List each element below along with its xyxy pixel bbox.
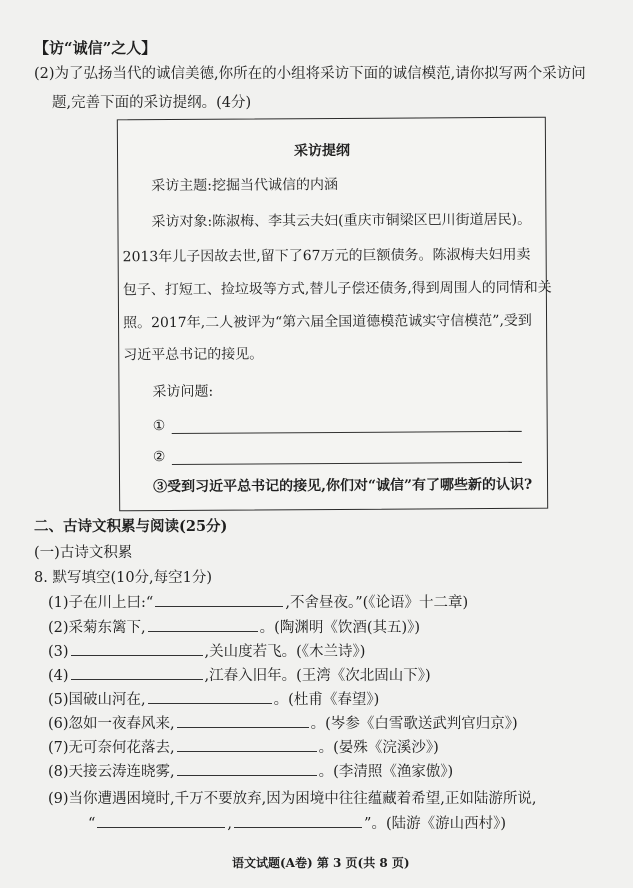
question-mark-1: ①	[152, 418, 166, 435]
q9-close: ”。(陆游《游山西村》)	[364, 816, 507, 832]
fill-blank-9b[interactable]	[234, 813, 362, 828]
part-2-title: 二、古诗文积累与阅读(25分)	[34, 518, 228, 535]
fill-blank-8[interactable]	[177, 761, 317, 776]
fill-item-2-post: 。(陶渊明《饮酒(其五)》)	[259, 620, 421, 636]
fill-blank-4[interactable]	[71, 665, 203, 680]
questions-label: 采访问题:	[152, 383, 214, 401]
fill-item-4-post: ,江春入旧年。(王湾《次北固山下》)	[204, 668, 431, 684]
fill-item-2	[48, 617, 420, 638]
fill-item-6-post: 。(岑参《白雪歌送武判官归京》)	[310, 716, 518, 732]
fill-blank-2[interactable]	[148, 617, 258, 632]
fill-item-1-post: ,不舍昼夜。”(《论语》十二章)	[285, 595, 469, 611]
fill-item-2-pre: (2)采菊东篱下,	[48, 620, 146, 636]
question-9-line-2	[88, 813, 506, 834]
fill-blank-1[interactable]	[155, 592, 283, 607]
question-9-line-1: (9)当你遭遇困境时,千万不要放弃,因为困境中往往蕴藏着希望,正如陆游所说,	[48, 791, 537, 807]
fill-item-3-post: ,关山度若飞。(《木兰诗》)	[204, 644, 366, 660]
page-footer: 语文试题(A卷) 第 3 页(共 8 页)	[232, 856, 410, 870]
fill-item-8-pre: (8)天接云涛连晓雾,	[48, 764, 175, 780]
fill-item-4-pre: (4)	[48, 668, 69, 684]
q9-comma: ,	[227, 816, 233, 832]
section-heading: 【访“诚信”之人】	[34, 39, 157, 57]
interview-theme: 采访主题:挖掘当代诚信的内涵	[151, 176, 338, 195]
interview-object-line-3: 包子、打短工、捡垃圾等方式,替儿子偿还债务,得到周围人的同情和关	[122, 279, 552, 299]
interview-object-line-4: 照。2017年,二人被评为“第六届全国道德模范诚实守信模范”,受到	[123, 312, 532, 332]
answer-blank-2[interactable]	[172, 462, 522, 465]
interview-object-line-1: 采访对象:陈淑梅、李其云夫妇(重庆市铜梁区巴川街道居民)。	[151, 211, 532, 231]
fill-blank-6[interactable]	[177, 713, 309, 728]
fill-item-5-pre: (5)国破山河在,	[48, 692, 146, 708]
question-mark-2: ②	[152, 449, 166, 466]
question-8-heading: 8. 默写填空(10分,每空1分)	[34, 570, 213, 586]
fill-item-7	[48, 737, 439, 758]
question-2-line-2: 题,完善下面的采访提纲。(4分)	[52, 95, 252, 111]
fill-item-3-pre: (3)	[48, 644, 69, 660]
fill-item-1-pre: (1)子在川上曰:“	[48, 595, 154, 611]
fill-item-5-post: 。(杜甫《春望》)	[273, 692, 380, 708]
interview-object-line-2: 2013年儿子因故去世,留下了67万元的巨额债务。陈淑梅夫妇用卖	[122, 246, 531, 266]
fill-blank-3[interactable]	[71, 641, 203, 656]
answer-blank-1[interactable]	[172, 431, 522, 434]
q9-open-quote: “	[88, 816, 96, 832]
question-3-text: ③受到习近平总书记的接见,你们对“诚信”有了哪些新的认识?	[153, 476, 533, 496]
fill-item-1	[48, 592, 468, 613]
fill-blank-5[interactable]	[148, 689, 272, 704]
fill-item-5	[48, 689, 379, 710]
subsection-title: (一)古诗文积累	[34, 545, 133, 561]
question-2-line-1: (2)为了弘扬当代的诚信美德,你所在的小组将采访下面的诚信模范,请你拟写两个采访问	[34, 66, 586, 82]
outline-title: 采访提纲	[293, 142, 351, 160]
fill-item-4	[48, 665, 431, 686]
fill-item-6	[48, 713, 518, 734]
interview-object-line-5: 习近平总书记的接见。	[123, 346, 264, 364]
fill-item-7-pre: (7)无可奈何花落去,	[48, 740, 175, 756]
fill-item-6-pre: (6)忽如一夜春风来,	[48, 716, 175, 732]
fill-blank-9a[interactable]	[97, 813, 225, 828]
fill-item-8	[48, 761, 453, 782]
fill-item-8-post: 。(李清照《渔家傲》)	[318, 764, 454, 780]
fill-item-7-post: 。(晏殊《浣溪沙》)	[318, 740, 439, 756]
fill-blank-7[interactable]	[177, 737, 317, 752]
fill-item-3	[48, 641, 365, 662]
interview-outline-box	[117, 117, 552, 512]
